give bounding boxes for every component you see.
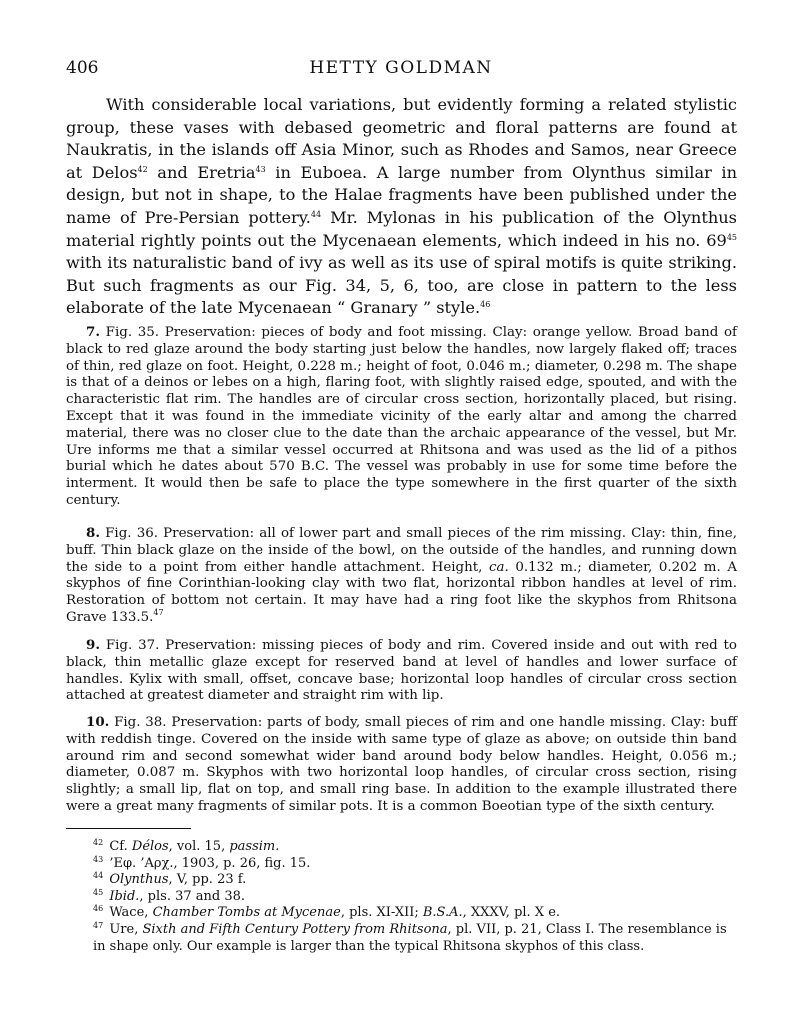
footnote-text: , pls. XI-XII;: [340, 905, 423, 921]
footnote-mark: 44: [93, 871, 104, 881]
footnote-text: , vol. 15,: [168, 839, 230, 854]
footnote-mark: 45: [93, 887, 104, 897]
footnote-italic: Sixth and Fifth Century Pottery from Rhitsona: [142, 921, 448, 937]
entry-number: 9.: [86, 637, 100, 653]
footnote-45: [66, 889, 737, 906]
intro-text: and Eretria: [147, 162, 256, 182]
intro-text: with its naturalistic band of ivy as well as its use of spiral motifs is quite striking. But such fragments as our Fig. 34, 5, 6, too, are close in pattern to the less elaborate of the late Mycenaean “ Granary ” style.: [66, 253, 737, 318]
footnote-46: [66, 905, 737, 922]
entry-text: Fig. 35. Preservation: pieces of body and foot missing. Clay: orange yellow. Broad band of black to red glaze around the body starting just below the handles, now largely flaked off; traces of thin, red glaze on foot. Height, 0.228 m.; height of foot, 0.046 m.; diameter, 0.298 m. The shape is that of a deinos or lebes on a high, flaring foot, with slightly raised edge, spouted, and with the characteristic flat rim. The handles are of circular cross section, horizontally placed, but rising. Except that it was found in the immediate vicinity of the early altar and among the charred material, there was no closer clue to the date than the archaic appearance of the vessel, but Mr. Ure informs me that a similar vessel occurred at Rhitsona and was used as the lid of a pithos burial which he dates about 570 B.C. The vessel was probably in use for some time before the interment. It would then be safe to place the type somewhere in the first quarter of the sixth century.: [66, 325, 737, 508]
footnote-text: , pls. 37 and 38.: [139, 888, 246, 904]
footnote-text: ’Εφ. ’Αρχ., 1903, p. 26, fig. 15.: [109, 855, 311, 871]
page-number: 406: [66, 58, 99, 78]
footnote-mark: 43: [93, 854, 104, 864]
intro-text: Mr. Mylonas in his publication of the Olynthus material rightly points out the Mycenaean elements, which indeed in his no. 69: [66, 207, 737, 250]
footnote-ref[interactable]: 45: [726, 232, 737, 242]
footnote-ref[interactable]: 46: [480, 300, 491, 310]
intro-text: in Euboea. A large number from Olynthus similar in design, but not in shape, to the Halae fragments have been published under the name of Pre-Persian pottery.: [66, 162, 738, 227]
footnote-text: Ure,: [109, 921, 143, 937]
intro-paragraph: [66, 94, 737, 320]
footnotes: [66, 839, 737, 955]
footnote-divider: [66, 828, 191, 829]
entry-text: Fig. 36. Preservation: all of lower part and small pieces of the rim missing. Clay: thin, fine, buff. Thin black glaze on the inside of the bowl, on the outside of the handles, and running down the side to a point from either handle attachment. Height,: [66, 526, 737, 575]
footnote-mark: 46: [93, 904, 104, 914]
footnote-mark: 47: [93, 920, 104, 930]
footnote-text: Wace,: [109, 905, 153, 921]
intro-text: With considerable local variations, but evidently forming a related stylistic group, these vases with debased geometric and floral patterns are found at Naukratis, in the islands off Asia Minor, such as Rhodes and Samos, near Greece at Delos: [66, 95, 737, 182]
page-header: [66, 58, 736, 80]
entry-text: Fig. 37. Preservation: missing pieces of body and rim. Covered inside and out with red to black, thin metallic glaze except for reserved band at level of handles and lower surface of handles. Kylix with small, offset, concave base; horizontal loop handles of circular cross section attached at greatest diameter and straight rim with lip.: [66, 638, 737, 704]
entry-number: 10.: [86, 714, 110, 730]
footnote-italic: Chamber Tombs at Mycenae: [152, 905, 341, 921]
catalog-entry-7: [66, 324, 737, 510]
footnote-italic: Ibid.: [109, 888, 140, 904]
footnote-ref[interactable]: 42: [137, 164, 148, 174]
footnote-text: , V, pp. 23 f.: [168, 872, 247, 888]
entry-text: 0.132 m.; diameter, 0.202 m. A skyphos of fine Corinthian-looking clay with two flat, horizontal ribbon handles at level of rim. Restoration of bottom not certain. It may have had a ring foot like the skyphos from Rhitsona Grave 133.5.: [66, 559, 737, 625]
catalog-entry-8: [66, 525, 737, 627]
entry-number: 8.: [86, 525, 100, 541]
catalog-entry-10: [66, 714, 737, 816]
footnote-47: [66, 922, 737, 955]
footnote-mark: 42: [93, 838, 104, 847]
footnote-italic: B.S.A.: [422, 905, 463, 921]
footnote-44: [66, 872, 737, 889]
running-title: HETTY GOLDMAN: [309, 58, 493, 78]
footnote-italic: Olynthus: [109, 872, 169, 888]
entry-text: Fig. 38. Preservation: parts of body, small pieces of rim and one handle missing. Clay: buff with reddish tinge. Covered on the inside with same type of glaze as above; on outside thin band around rim and second somewhat wider band around body below handles. Height, 0.056 m.; diameter, 0.087 m. Skyphos with two horizontal loop handles, of circular cross section, rising slightly; a small lip, flat on top, and small ring base. In addition to the example illustrated there were a great many fragments of similar pots. It is a common Boeotian type of the sixth century.: [66, 715, 737, 814]
footnote-ref[interactable]: 47: [153, 607, 164, 617]
footnote-text: , pl. VII, p. 21, Class I. The resemblance is in shape only. Our example is larger than the typical Rhitsona skyphos of this class.: [93, 921, 727, 954]
footnote-italic: Délos: [131, 839, 169, 854]
footnote-italic: passim.: [229, 839, 280, 854]
footnote-text: , XXXV, pl. X e.: [462, 905, 561, 921]
entry-italic: ca.: [488, 559, 509, 575]
footnote-43: [66, 856, 737, 873]
entry-number: 7.: [86, 324, 100, 340]
footnote-text: Cf.: [109, 839, 132, 854]
footnote-42: [66, 839, 737, 856]
footnote-ref[interactable]: 43: [255, 164, 266, 174]
catalog-entry-9: [66, 637, 737, 705]
footnote-ref[interactable]: 44: [310, 209, 322, 219]
